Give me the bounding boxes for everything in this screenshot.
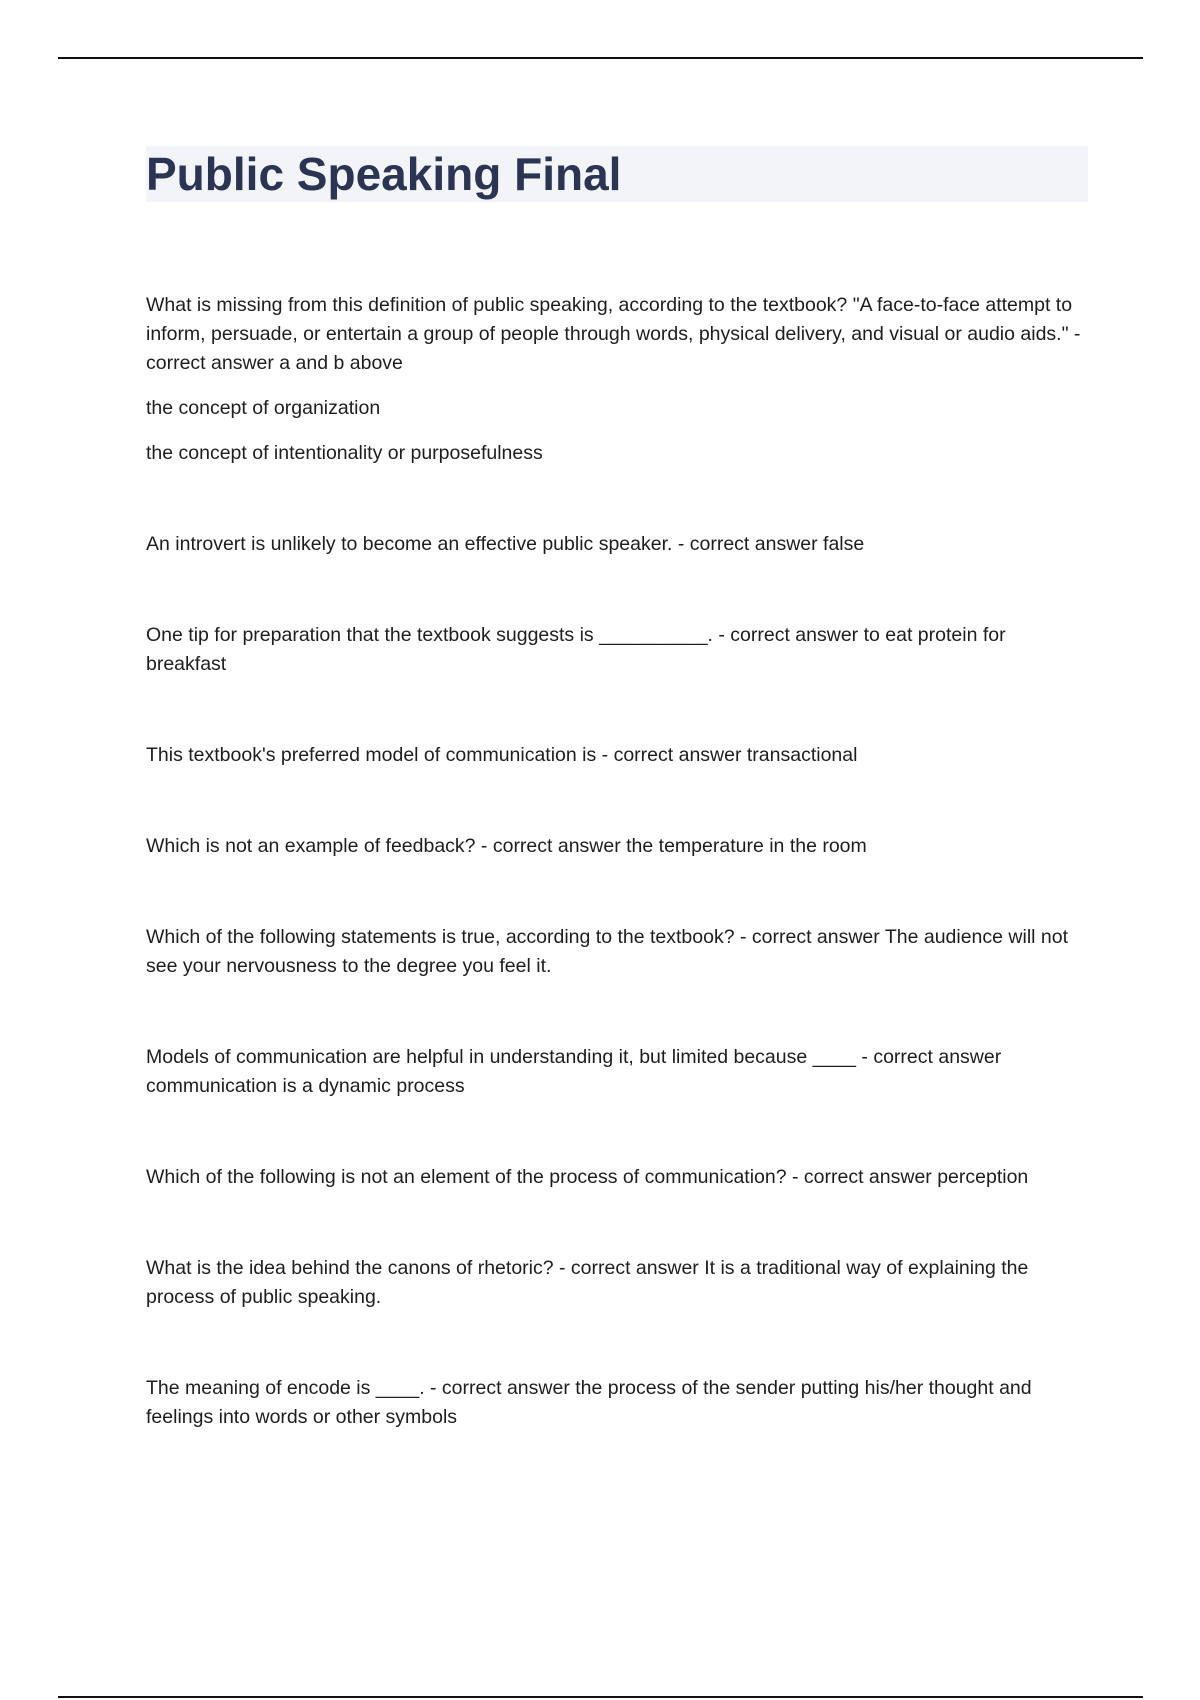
bottom-rule	[58, 1696, 1143, 1698]
qa-item	[146, 1254, 1086, 1312]
qa-text: What is missing from this definition of public speaking, according to the textbook? "A face-to-face attempt to inform, persuade, or entertain a group of people through words, physical delivery, and visual or audio aids." - correct answer a and b above	[146, 294, 1081, 374]
qa-item	[146, 530, 1086, 559]
top-rule	[58, 57, 1143, 59]
qa-text: One tip for preparation that the textbook suggests is __________. - correct answer to eat protein for breakfast	[146, 624, 1006, 675]
qa-text: Models of communication are helpful in understanding it, but limited because ____ - correct answer communication is a dynamic process	[146, 1046, 1002, 1097]
qa-text: Which of the following is not an element of the process of communication? - correct answer perception	[146, 1166, 1029, 1188]
qa-item	[146, 621, 1086, 679]
qa-item	[146, 1163, 1086, 1192]
qa-text: An introvert is unlikely to become an effective public speaker. - correct answer false	[146, 533, 865, 555]
qa-text: Which of the following statements is true, according to the textbook? - correct answer The audience will not see your nervousness to the degree you feel it.	[146, 926, 1069, 977]
qa-text: This textbook's preferred model of communication is - correct answer transactional	[146, 744, 858, 766]
qa-text: The meaning of encode is ____. - correct answer the process of the sender putting his/her thought and feelings into words or other symbols	[146, 1377, 1032, 1428]
qa-item	[146, 1043, 1086, 1101]
qa-item	[146, 832, 1086, 861]
qa-text: Which is not an example of feedback? - correct answer the temperature in the room	[146, 835, 867, 857]
qa-item	[146, 923, 1086, 981]
qa-list	[146, 291, 1086, 1494]
qa-item	[146, 291, 1086, 468]
page-title: Public Speaking Final	[146, 148, 622, 200]
qa-item	[146, 741, 1086, 770]
qa-option: the concept of organization	[146, 397, 381, 419]
qa-option: the concept of intentionality or purposefulness	[146, 442, 543, 464]
qa-item	[146, 1374, 1086, 1432]
qa-text: What is the idea behind the canons of rhetoric? - correct answer It is a traditional way of explaining the process of public speaking.	[146, 1257, 1029, 1308]
